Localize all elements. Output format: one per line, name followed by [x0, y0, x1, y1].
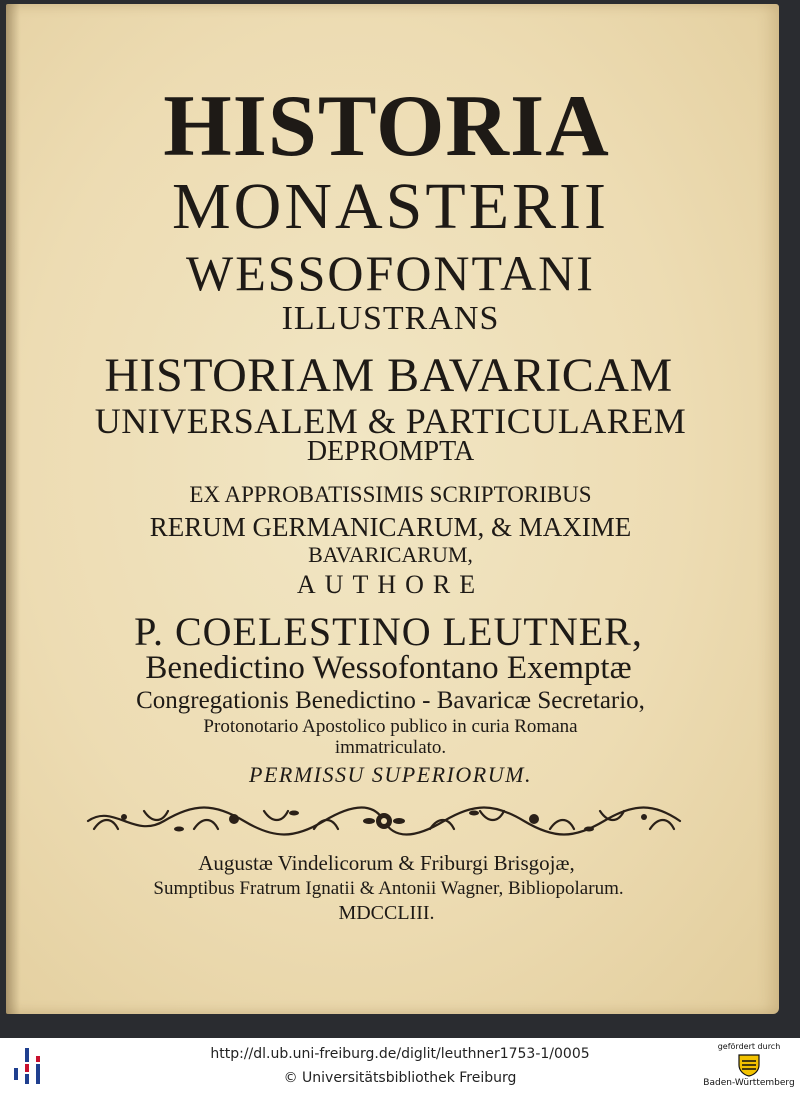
copyright-notice: © Universitätsbibliothek Freiburg — [283, 1070, 517, 1086]
sponsor-label: gefördert durch — [717, 1042, 781, 1051]
title-line-5: HISTORIAM BAVARICAM — [104, 349, 673, 402]
viewer-footer — [0, 1038, 800, 1097]
coat-of-arms-icon — [736, 1053, 762, 1077]
author-title-line-2: Congregationis Benedictino - Bavaricæ Secretario, — [136, 687, 645, 714]
title-line-3: WESSOFONTANI — [186, 245, 595, 301]
author-name: P. COELESTINO LEUTNER, — [134, 609, 643, 654]
title-line-2: MONASTERII — [172, 170, 609, 243]
title-line-4: ILLUSTRANS — [281, 300, 500, 337]
author-title-line-4: immatriculato. — [334, 737, 447, 758]
subtitle-line-3: BAVARICARUM, — [308, 542, 473, 567]
imprint-place: Augustæ Vindelicorum & Friburgi Brisgojæ, — [198, 851, 575, 875]
permission-line: PERMISSU SUPERIORUM. — [249, 762, 532, 787]
subtitle-line-2: RERUM GERMANICARUM, & MAXIME — [149, 512, 632, 542]
sponsor-block — [700, 1042, 798, 1088]
title-line-6: UNIVERSALEM & PARTICULAREM — [94, 401, 687, 441]
author-title-line-1: Benedictino Wessofontano Exemptæ — [145, 650, 632, 686]
document-url[interactable]: http://dl.ub.uni-freiburg.de/diglit/leuthner1753-1/0005 — [210, 1046, 590, 1062]
author-heading: AUTHORE — [296, 570, 485, 599]
book-page — [6, 4, 779, 1014]
floral-ornament-band — [84, 799, 684, 843]
imprint-year: MDCCLIII. — [338, 902, 435, 924]
author-title-line-3: Protonotario Apostolico publico in curia Romana — [203, 716, 578, 737]
title-line-7: DEPROMPTA — [306, 436, 475, 467]
title-line-1: HISTORIA — [163, 78, 610, 175]
imprint-publisher: Sumptibus Fratrum Ignatii & Antonii Wagner, Bibliopolarum. — [153, 878, 624, 899]
subtitle-line-1: EX APPROBATISSIMIS SCRIPTORIBUS — [189, 482, 592, 507]
sponsor-name: Baden-Württemberg — [703, 1078, 795, 1088]
